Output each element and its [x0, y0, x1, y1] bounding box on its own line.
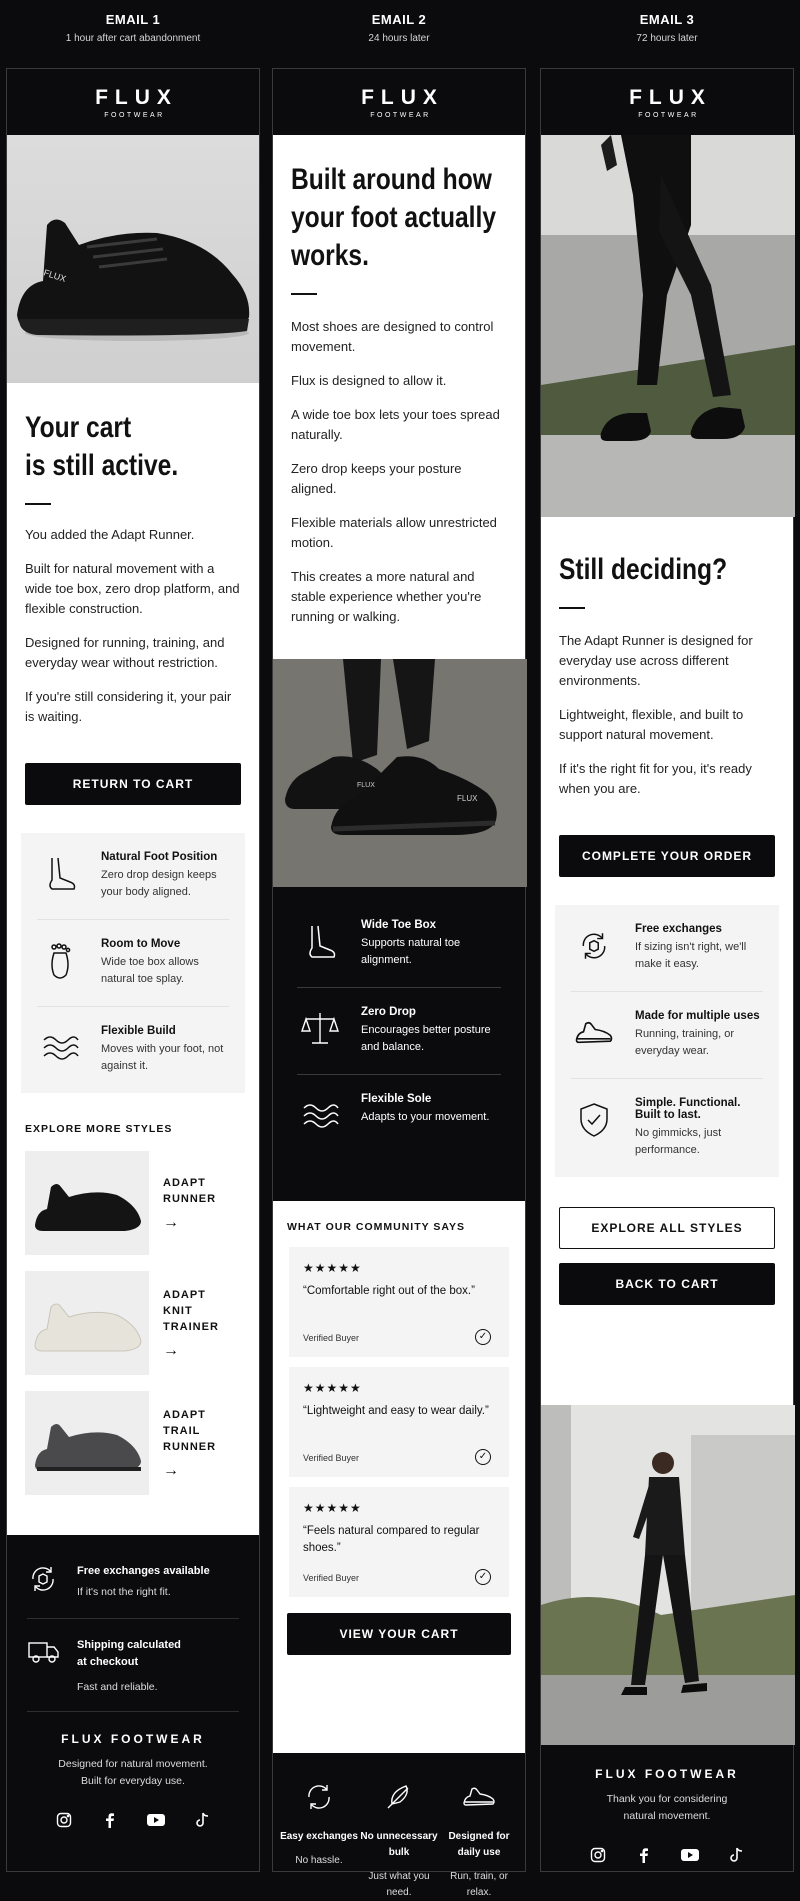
footer-benefit-desc: Run, train, or relax.: [450, 1871, 508, 1898]
feature-list: [555, 905, 779, 1177]
body-text: Lightweight, flexible, and built to support natural movement.: [559, 707, 744, 742]
tiktok-icon[interactable]: [192, 1810, 212, 1830]
feature-list-dark: [273, 887, 525, 1201]
footer-benefit: [279, 1777, 359, 1901]
body-text: Most shoes are designed to control movement.: [291, 319, 494, 354]
back-to-cart-button[interactable]: BACK TO CART: [559, 1263, 775, 1305]
email-footer: [273, 1753, 525, 1898]
footer-benefit: [27, 1619, 239, 1712]
logo-wordmark: FLUX: [361, 86, 444, 109]
body-text: You added the Adapt Runner.: [25, 527, 195, 542]
feature-desc: Zero drop design keeps your body aligned.: [101, 869, 217, 898]
headline-line-2: your foot actually: [291, 201, 497, 234]
feature-desc: Wide toe box allows natural toe splay.: [101, 956, 199, 985]
email-3: [540, 68, 794, 1872]
feature-item: [37, 920, 229, 1007]
feature-title: Free exchanges: [635, 923, 722, 935]
divider: [25, 503, 51, 505]
brand-logo: [541, 69, 793, 135]
style-thumbnail: [25, 1151, 149, 1255]
email-footer: [7, 1535, 259, 1871]
column-header-email-3: [540, 12, 794, 44]
style-name: ADAPT: [163, 1177, 206, 1189]
style-name: TRAIL RUNNER: [163, 1425, 217, 1453]
footer-tagline: Built for everyday use.: [81, 1775, 185, 1787]
feature-item: [297, 901, 501, 988]
truck-icon: [27, 1637, 67, 1672]
social-links: [541, 1845, 793, 1865]
review-quote: “Comfortable right out of the box.”: [303, 1285, 475, 1297]
feature-desc: Moves with your foot, not against it.: [101, 1043, 224, 1072]
body-text: Designed for running, training, and everyday wear without restriction.: [25, 635, 225, 670]
headline-line-1: Your cart: [25, 411, 132, 444]
brand-logo: [7, 69, 259, 135]
body-text: Flux is designed to allow it.: [291, 373, 447, 388]
arrow-right-icon[interactable]: →: [163, 1462, 180, 1479]
footer-benefit-desc: Fast and reliable.: [77, 1681, 158, 1693]
feature-desc: No gimmicks, just performance.: [635, 1127, 722, 1156]
logo-wordmark: FLUX: [629, 86, 712, 109]
feature-item: [37, 1007, 229, 1093]
exchange-icon: [27, 1563, 67, 1600]
walking-legs-image: [541, 135, 793, 517]
feature-desc: Encourages better posture and balance.: [361, 1024, 491, 1053]
body-text: Flexible materials allow unrestricted motion.: [291, 515, 497, 550]
shield-check-icon: [571, 1097, 617, 1143]
svg-text:FLUX: FLUX: [42, 267, 68, 285]
footer-benefit: [439, 1777, 519, 1901]
feature-item: [571, 992, 763, 1079]
footer-benefit-title: Free exchanges available: [77, 1565, 210, 1577]
exchange-icon: [571, 923, 617, 969]
facebook-icon[interactable]: [100, 1810, 120, 1830]
youtube-icon[interactable]: [680, 1845, 700, 1865]
community-label: WHAT OUR COMMUNITY SAYS: [287, 1221, 465, 1233]
headline-line-3: works.: [291, 239, 369, 272]
svg-text:FLUX: FLUX: [457, 794, 478, 803]
review-quote: “Lightweight and easy to wear daily.”: [303, 1405, 489, 1417]
tiktok-icon[interactable]: [726, 1845, 746, 1865]
review-quote: “Feels natural compared to regular shoes.”: [303, 1525, 480, 1554]
email-footer: [541, 1745, 793, 1871]
footer-brand-block: [7, 1712, 259, 1830]
view-your-cart-button[interactable]: VIEW YOUR CART: [287, 1613, 511, 1655]
feature-title: Flexible Build: [101, 1025, 176, 1037]
column-header-email-1: [6, 12, 260, 44]
style-thumbnail: [25, 1391, 149, 1495]
star-rating: ★★★★★: [303, 1381, 362, 1395]
logo-subtext: FOOTWEAR: [104, 112, 165, 119]
column-subtitle: 1 hour after cart abandonment: [65, 33, 201, 44]
divider: [291, 293, 317, 295]
feature-item: [37, 833, 229, 920]
shoe-icon: [571, 1010, 617, 1056]
feature-title: Zero Drop: [361, 1006, 416, 1018]
style-item[interactable]: [25, 1271, 241, 1375]
body-text: Zero drop keeps your posture aligned.: [291, 461, 462, 496]
community-section: [273, 1221, 525, 1655]
instagram-icon[interactable]: [588, 1845, 608, 1865]
body-text: Built for natural movement with a wide toe box, zero drop platform, and flexible construction.: [25, 561, 240, 616]
return-to-cart-button[interactable]: RETURN TO CART: [25, 763, 241, 805]
footer-benefit-title: Easy exchanges: [280, 1831, 358, 1842]
column-title: EMAIL 1: [105, 12, 161, 27]
instagram-icon[interactable]: [54, 1810, 74, 1830]
column-header-email-2: [272, 12, 526, 44]
style-item[interactable]: [25, 1391, 241, 1495]
check-circle-icon: ✓: [475, 1329, 491, 1345]
star-rating: ★★★★★: [303, 1261, 362, 1275]
footer-benefit-desc: If it's not the right fit.: [77, 1586, 171, 1598]
complete-your-order-button[interactable]: COMPLETE YOUR ORDER: [559, 835, 775, 877]
feature-item: [571, 905, 763, 992]
email-2: [272, 68, 526, 1898]
headline-line-1: Built around how: [291, 163, 492, 196]
refresh-icon: [279, 1777, 359, 1817]
body-text: If you're still considering it, your pair is waiting.: [25, 689, 232, 724]
review-card: [289, 1367, 509, 1477]
foot-side-icon: [37, 851, 83, 897]
body-text: The Adapt Runner is designed for everyday use across different environments.: [559, 633, 753, 688]
feature-desc: Running, training, or everyday wear.: [635, 1028, 735, 1057]
column-title: EMAIL 2: [371, 12, 427, 27]
style-item[interactable]: [25, 1151, 241, 1255]
feature-item: [297, 1075, 501, 1157]
feature-title: Wide Toe Box: [361, 919, 437, 931]
headline-line-2: is still active.: [25, 449, 179, 482]
foot-side-icon: [297, 919, 343, 965]
feature-title: Made for multiple uses: [635, 1010, 760, 1022]
shoe-icon: [439, 1777, 519, 1817]
body-text: A wide toe box lets your toes spread naturally.: [291, 407, 500, 442]
explore-styles-label: EXPLORE MORE STYLES: [25, 1123, 173, 1135]
style-name: ADAPT: [163, 1289, 206, 1301]
footer-benefit-desc: No hassle.: [295, 1855, 343, 1866]
footer-benefit-title: No unnecessary bulk: [360, 1831, 438, 1858]
arrow-right-icon[interactable]: →: [163, 1214, 180, 1231]
body-text: This creates a more natural and stable experience whether you're running or walking.: [291, 569, 482, 624]
footer-benefit-title: Shipping calculated: [77, 1639, 181, 1651]
footer-benefit-desc: Just what you need.: [368, 1871, 430, 1898]
hero-shoe-image: [7, 135, 259, 383]
footer-brand-name: FLUX FOOTWEAR: [595, 1767, 739, 1781]
review-card: [289, 1247, 509, 1357]
style-thumbnail: [25, 1271, 149, 1375]
explore-all-styles-button[interactable]: EXPLORE ALL STYLES: [559, 1207, 775, 1249]
footprint-icon: [37, 938, 83, 984]
footer-benefit-title: at checkout: [77, 1656, 139, 1668]
facebook-icon[interactable]: [634, 1845, 654, 1865]
feature-title: Room to Move: [101, 938, 181, 950]
verified-buyer-label: Verified Buyer: [303, 1453, 360, 1463]
feature-list: [21, 833, 245, 1093]
footer-benefit: [359, 1777, 439, 1901]
check-circle-icon: ✓: [475, 1449, 491, 1465]
logo-subtext: FOOTWEAR: [370, 112, 431, 119]
column-subtitle: 24 hours later: [368, 33, 430, 44]
feature-title: Natural Foot Position: [101, 851, 218, 863]
footer-tagline: Designed for natural movement.: [58, 1758, 208, 1770]
style-name: KNIT TRAINER: [163, 1305, 219, 1333]
brand-logo: [273, 69, 525, 135]
footer-benefit: [27, 1535, 239, 1619]
feather-icon: [359, 1777, 439, 1817]
logo-wordmark: FLUX: [95, 86, 178, 109]
feature-item: [571, 1079, 763, 1177]
star-rating: ★★★★★: [303, 1501, 362, 1515]
svg-text:FLUX: FLUX: [357, 782, 375, 789]
feature-desc: If sizing isn't right, we'll make it easy.: [635, 941, 747, 970]
walking-man-image: [541, 1405, 793, 1745]
logo-subtext: FOOTWEAR: [638, 112, 699, 119]
footer-tagline: Thank you for considering: [606, 1793, 728, 1805]
feature-title: Simple. Functional. Built to last.: [635, 1097, 741, 1121]
arrow-right-icon[interactable]: →: [163, 1342, 180, 1359]
social-links: [7, 1810, 259, 1830]
footer-brand-name: FLUX FOOTWEAR: [61, 1732, 205, 1746]
verified-buyer-label: Verified Buyer: [303, 1573, 360, 1583]
headline: Still deciding?: [559, 553, 728, 586]
email-1: [6, 68, 260, 1872]
style-name: RUNNER: [163, 1193, 217, 1205]
footer-tagline: natural movement.: [623, 1810, 711, 1822]
feature-item: [297, 988, 501, 1075]
column-subtitle: 72 hours later: [636, 33, 698, 44]
feature-title: Flexible Sole: [361, 1093, 432, 1105]
column-title: EMAIL 3: [639, 12, 695, 27]
footer-benefit-title: Designed for daily use: [448, 1831, 510, 1858]
waves-icon: [297, 1093, 343, 1139]
footer-brand-block: [541, 1745, 793, 1865]
shoes-on-feet-image: [273, 659, 525, 887]
body-text: If it's the right fit for you, it's ready when you are.: [559, 761, 752, 796]
scale-icon: [297, 1006, 343, 1052]
check-circle-icon: ✓: [475, 1569, 491, 1585]
review-card: [289, 1487, 509, 1597]
style-name: ADAPT: [163, 1409, 206, 1421]
youtube-icon[interactable]: [146, 1810, 166, 1830]
feature-desc: Adapts to your movement.: [361, 1111, 490, 1123]
waves-icon: [37, 1025, 83, 1071]
divider: [559, 607, 585, 609]
verified-buyer-label: Verified Buyer: [303, 1333, 360, 1343]
feature-desc: Supports natural toe alignment.: [361, 937, 461, 966]
